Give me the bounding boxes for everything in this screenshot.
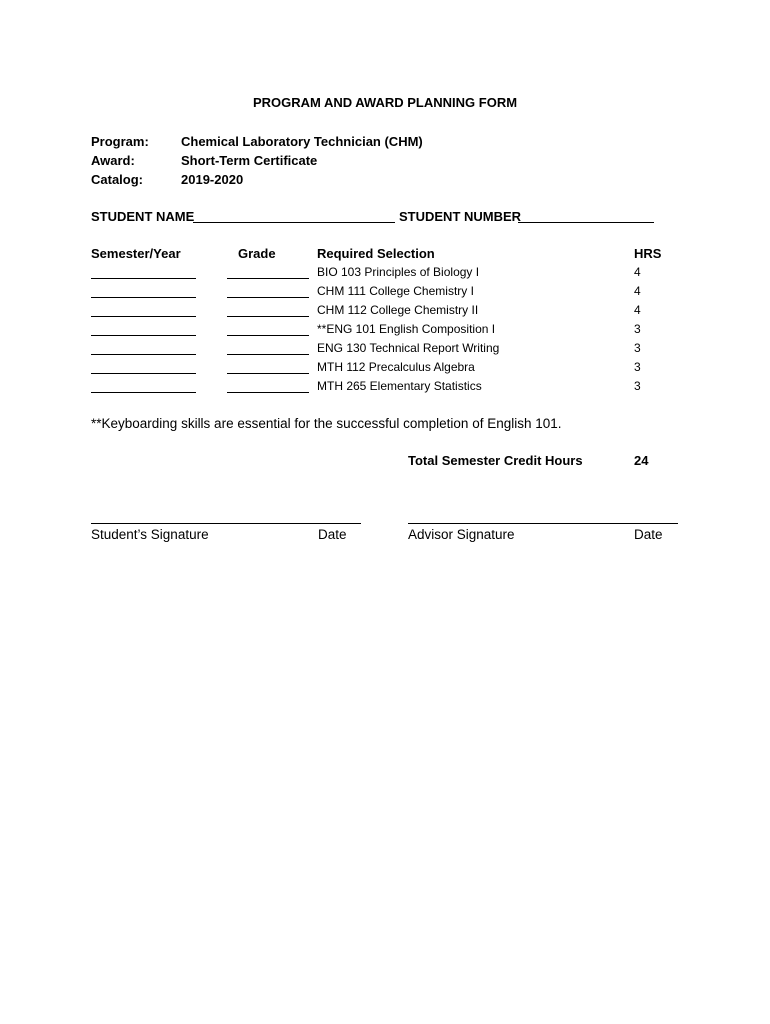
selection-header: Required Selection [317,246,435,261]
course-hrs: 4 [634,303,641,317]
semester-field[interactable] [91,316,196,317]
grade-field[interactable] [227,278,309,279]
award-label: Award: [91,153,135,168]
student-date-label: Date [318,527,347,542]
total-credit-hours-label: Total Semester Credit Hours [408,453,583,468]
semester-field[interactable] [91,373,196,374]
semester-field[interactable] [91,335,196,336]
semester-field[interactable] [91,354,196,355]
semester-field[interactable] [91,297,196,298]
form-title: PROGRAM AND AWARD PLANNING FORM [252,95,518,110]
course-hrs: 3 [634,379,641,393]
course-name: MTH 112 Precalculus Algebra [317,360,475,374]
grade-field[interactable] [227,354,309,355]
catalog-label: Catalog: [91,172,143,187]
grade-field[interactable] [227,335,309,336]
program-value: Chemical Laboratory Technician (CHM) [181,134,423,149]
course-hrs: 4 [634,284,641,298]
student-number-field[interactable] [518,222,654,223]
course-name: MTH 265 Elementary Statistics [317,379,482,393]
grade-field[interactable] [227,316,309,317]
student-signature-label: Student’s Signature [91,527,209,542]
course-hrs: 3 [634,322,641,336]
course-hrs: 3 [634,341,641,355]
course-hrs: 3 [634,360,641,374]
course-name: CHM 111 College Chemistry I [317,284,474,298]
grade-field[interactable] [227,373,309,374]
advisor-signature-label: Advisor Signature [408,527,515,542]
total-credit-hours-value: 24 [634,453,649,468]
advisor-date-label: Date [634,527,663,542]
student-name-label: STUDENT NAME [91,209,195,224]
student-signature-line[interactable] [91,523,361,524]
course-name: BIO 103 Principles of Biology I [317,265,480,279]
advisor-signature-line[interactable] [408,523,678,524]
award-value: Short-Term Certificate [181,153,318,168]
course-name: CHM 112 College Chemistry II [317,303,479,317]
student-name-field[interactable] [193,222,395,223]
grade-header: Grade [238,246,276,261]
program-label: Program: [91,134,149,149]
keyboarding-note: **Keyboarding skills are essential for the successful completion of English 101. [91,416,562,431]
grade-field[interactable] [227,297,309,298]
semester-header: Semester/Year [91,246,181,261]
catalog-value: 2019-2020 [181,172,244,187]
course-name: ENG 130 Technical Report Writing [317,341,500,355]
hrs-header: HRS [634,246,662,261]
course-name: **ENG 101 English Composition I [317,322,496,336]
semester-field[interactable] [91,278,196,279]
student-number-label: STUDENT NUMBER [399,209,522,224]
semester-field[interactable] [91,392,196,393]
course-hrs: 4 [634,265,641,279]
grade-field[interactable] [227,392,309,393]
